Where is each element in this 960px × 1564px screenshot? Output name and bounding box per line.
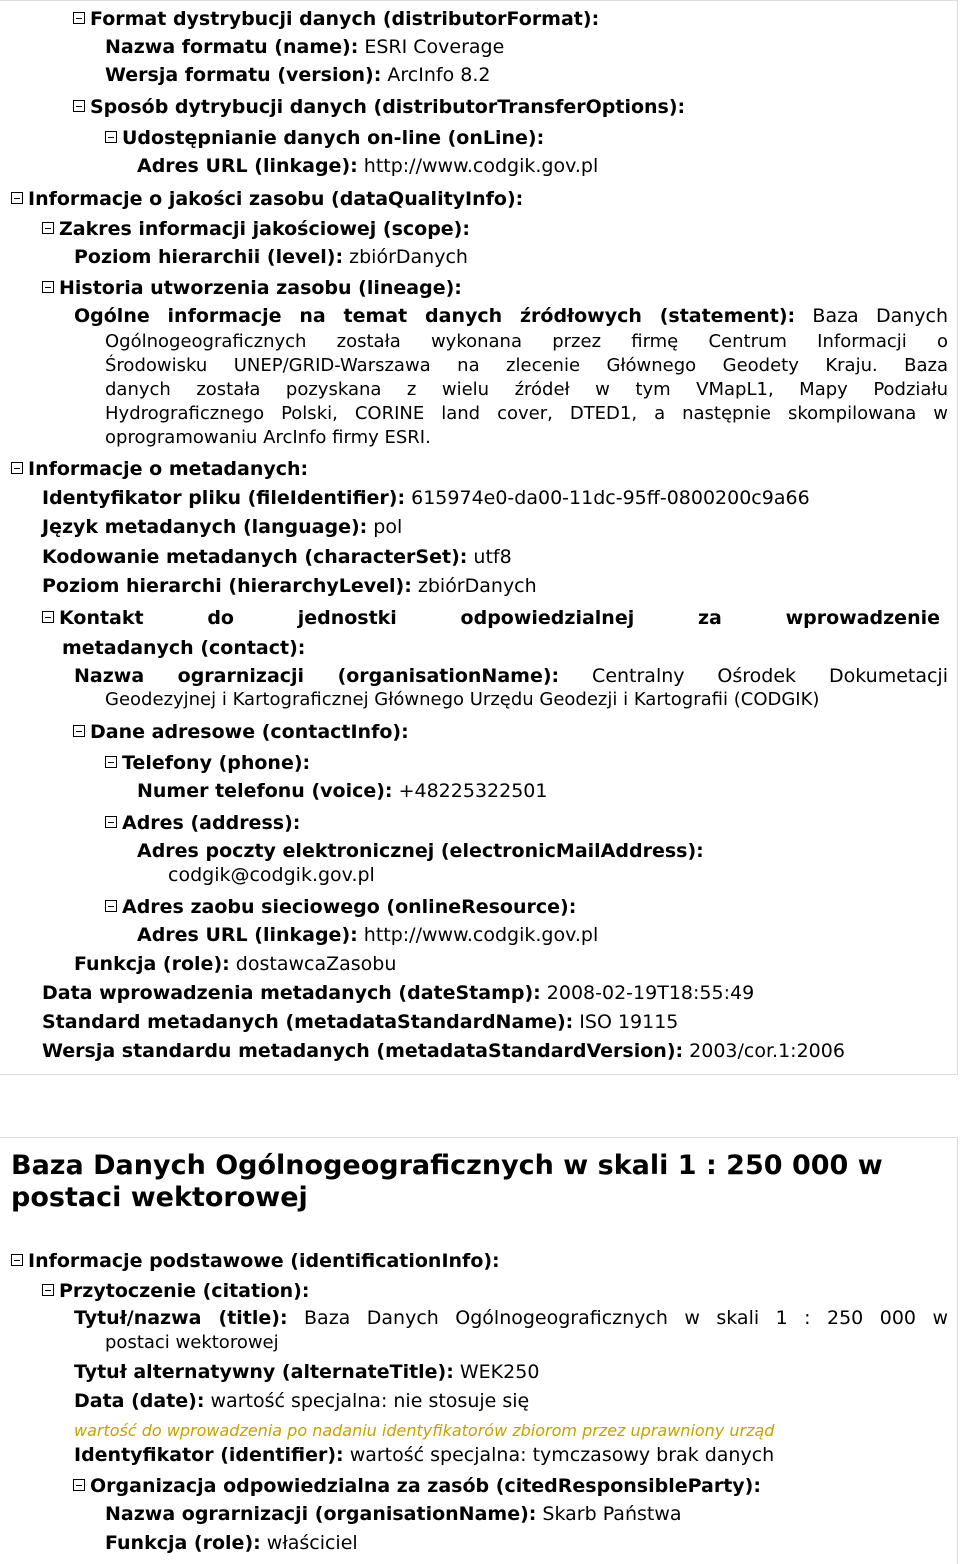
alternate-title-value: WEK250 [459, 1361, 540, 1383]
standard-name-label: Standard metadanych (metadataStandardName): [42, 1011, 574, 1033]
metadata-info-row [11, 457, 308, 481]
email-value-row [168, 863, 375, 887]
role-value: dostawcaZasobu [235, 953, 397, 975]
collapse-toggle-icon[interactable] [42, 1284, 54, 1296]
collapse-toggle-icon[interactable] [42, 281, 54, 293]
org-name-line-2: Geodezyjnej i Kartograficznej Głównego Urzędu Geodezji i Kartografii (CODGIK) [105, 689, 820, 710]
linkage-label: Adres URL (linkage): [137, 155, 358, 177]
standard-version-row [42, 1039, 845, 1063]
title-value: Baza Danych Ogólnogeograficznych w skali 1 : 250 000 w [304, 1307, 948, 1329]
collapse-toggle-icon[interactable] [42, 611, 54, 623]
file-identifier-value: 615974e0-da00-11dc-95ff-0800200c9a66 [411, 487, 810, 509]
party-role-value: właściciel [266, 1532, 358, 1554]
scope-row [42, 217, 470, 241]
voice-label: Numer telefonu (voice): [137, 780, 393, 802]
format-name-row [105, 35, 504, 59]
role-label: Funkcja (role): [74, 953, 230, 975]
transfer-options-heading: Sposób dytrybucji danych (distributorTransferOptions): [90, 96, 686, 118]
voice-value: +48225322501 [398, 780, 548, 802]
statement-line-3: Środowisku UNEP/GRID-Warszawa na zlecenie Głównego Geodety Kraju. Baza [105, 355, 948, 376]
address-heading: Adres (address): [122, 812, 301, 834]
standard-version-label: Wersja standardu metadanych (metadataStandardVersion): [42, 1040, 684, 1062]
level-row [74, 245, 468, 269]
language-value: pol [373, 516, 403, 538]
identification-info-row [11, 1249, 500, 1273]
address-row [105, 811, 300, 835]
collapse-toggle-icon[interactable] [11, 462, 23, 474]
voice-row [137, 779, 547, 803]
alternate-title-row [74, 1360, 539, 1384]
citation-row [42, 1279, 309, 1303]
phone-row [105, 751, 310, 775]
identifier-note: wartość do wprowadzenia po nadaniu identyfikatorów zbiorom przez uprawniony urząd [74, 1421, 775, 1440]
level-label: Poziom hierarchii (level): [74, 246, 344, 268]
metadata-info-heading: Informacje o metadanych: [28, 458, 309, 480]
hierarchy-level-row [42, 574, 537, 598]
statement-value: Baza Danych [812, 305, 948, 327]
collapse-toggle-icon[interactable] [73, 12, 85, 24]
email-label-row [137, 839, 704, 863]
statement-line-4: danych została pozyskana z wielu źródeł w tym VMapL1, Mapy Podziału [105, 379, 948, 400]
party-org-label: Nazwa ograrnizacji (organisationName): [105, 1503, 537, 1525]
format-name-label: Nazwa formatu (name): [105, 36, 359, 58]
identifier-label: Identyfikator (identifier): [74, 1444, 344, 1466]
collapse-toggle-icon[interactable] [105, 756, 117, 768]
datestamp-value: 2008-02-19T18:55:49 [546, 982, 755, 1004]
online-resource-heading: Adres zaobu sieciowego (onlineResource): [122, 896, 577, 918]
role-row [74, 952, 396, 976]
format-version-row [105, 63, 490, 87]
date-label: Data (date): [74, 1390, 205, 1412]
standard-version-value: 2003/cor.1:2006 [689, 1040, 845, 1062]
collapse-toggle-icon[interactable] [73, 100, 85, 112]
identifier-row [74, 1443, 774, 1467]
section-title: Baza Danych Ogólnogeograficznych w skali 1 : 250 000 w postaci wektorowej [11, 1150, 883, 1213]
identifier-value: wartość specjalna: tymczasowy brak danych [349, 1444, 775, 1466]
standard-name-row [42, 1010, 678, 1034]
citation-heading: Przytoczenie (citation): [59, 1280, 310, 1302]
title-line-1 [74, 1306, 948, 1330]
party-role-label: Funkcja (role): [105, 1532, 261, 1554]
responsible-party-heading: Organizacja odpowiedzialna za zasób (citedResponsibleParty): [90, 1475, 761, 1497]
statement-line-6: oprogramowaniu ArcInfo firmy ESRI. [105, 427, 431, 448]
online-row [105, 126, 544, 150]
phone-heading: Telefony (phone): [122, 752, 311, 774]
level-value: zbiórDanych [349, 246, 468, 268]
date-value: wartość specjalna: nie stosuje się [210, 1390, 530, 1412]
collapse-toggle-icon[interactable] [11, 1254, 23, 1266]
statement-line-1 [74, 304, 948, 328]
data-quality-row [11, 187, 523, 211]
party-org-row [105, 1502, 682, 1526]
datestamp-label: Data wprowadzenia metadanych (dateStamp): [42, 982, 541, 1004]
collapse-toggle-icon[interactable] [42, 222, 54, 234]
email-label: Adres poczty elektronicznej (electronicMailAddress): [137, 840, 704, 862]
title-label: Tytuł/nazwa (title): [74, 1307, 288, 1329]
charset-value: utf8 [473, 546, 512, 568]
alternate-title-label: Tytuł alternatywny (alternateTitle): [74, 1361, 454, 1383]
contact-heading: Kontakt do jednostki odpowiedzialnej za wprowadzenie [59, 607, 940, 629]
collapse-toggle-icon[interactable] [105, 816, 117, 828]
collapse-toggle-icon[interactable] [105, 131, 117, 143]
collapse-toggle-icon[interactable] [73, 725, 85, 737]
file-identifier-label: Identyfikator pliku (fileIdentifier): [42, 487, 406, 509]
distributor-format-row [73, 7, 599, 31]
org-name-value: Centralny Ośrodek Dokumetacji [592, 665, 948, 687]
contact-heading-line-1 [42, 606, 940, 630]
distributor-format-heading: Format dystrybucji danych (distributorFormat): [90, 8, 600, 30]
lineage-row [42, 276, 462, 300]
online-resource-row [105, 895, 576, 919]
charset-label: Kodowanie metadanych (characterSet): [42, 546, 468, 568]
datestamp-row [42, 981, 754, 1005]
statement-line-5: Hydrograficznego Polski, CORINE land cover, DTED1, a następnie skompilowana w [105, 403, 948, 424]
contact-heading-line-2 [62, 636, 305, 660]
org-name-label: Nazwa ograrnizacji (organisationName): [74, 665, 560, 687]
file-identifier-row [42, 486, 810, 510]
meta-linkage-row [137, 923, 598, 947]
contact-info-heading: Dane adresowe (contactInfo): [90, 721, 409, 743]
charset-row [42, 545, 512, 569]
statement-label: Ogólne informacje na temat danych źródłowych (statement): [74, 305, 796, 327]
lineage-heading: Historia utworzenia zasobu (lineage): [59, 277, 462, 299]
hierarchy-level-value: zbiórDanych [417, 575, 537, 597]
language-row [42, 515, 402, 539]
transfer-options-row [73, 95, 685, 119]
collapse-toggle-icon[interactable] [73, 1479, 85, 1491]
identification-info-heading: Informacje podstawowe (identificationInfo): [28, 1250, 500, 1272]
meta-linkage-label: Adres URL (linkage): [137, 924, 358, 946]
email-value[interactable]: codgik@codgik.gov.pl [168, 864, 375, 886]
responsible-party-row [73, 1474, 761, 1498]
statement-line-2: Ogólnogeograficznych została wykonana przez firmę Centrum Informacji o [105, 331, 948, 352]
linkage-value[interactable]: http://www.codgik.gov.pl [363, 155, 599, 177]
format-version-value: ArcInfo 8.2 [387, 64, 491, 86]
format-version-label: Wersja formatu (version): [105, 64, 382, 86]
linkage-row [137, 154, 598, 178]
collapse-toggle-icon[interactable] [11, 192, 23, 204]
online-heading: Udostępnianie danych on-line (onLine): [122, 127, 545, 149]
language-label: Język metadanych (language): [42, 516, 368, 538]
collapse-toggle-icon[interactable] [105, 900, 117, 912]
party-org-value: Skarb Państwa [542, 1503, 682, 1525]
standard-name-value: ISO 19115 [579, 1011, 679, 1033]
title-line-2: postaci wektorowej [105, 1332, 279, 1353]
party-role-row [105, 1531, 358, 1555]
scope-heading: Zakres informacji jakościowej (scope): [59, 218, 470, 240]
contact-heading-cont: metadanych (contact): [62, 637, 306, 659]
contact-info-row [73, 720, 409, 744]
format-name-value: ESRI Coverage [364, 36, 505, 58]
hierarchy-level-label: Poziom hierarchi (hierarchyLevel): [42, 575, 412, 597]
org-name-line-1 [74, 664, 948, 688]
data-quality-heading: Informacje o jakości zasobu (dataQualityInfo): [28, 188, 524, 210]
meta-linkage-value[interactable]: http://www.codgik.gov.pl [363, 924, 599, 946]
date-row [74, 1389, 529, 1413]
